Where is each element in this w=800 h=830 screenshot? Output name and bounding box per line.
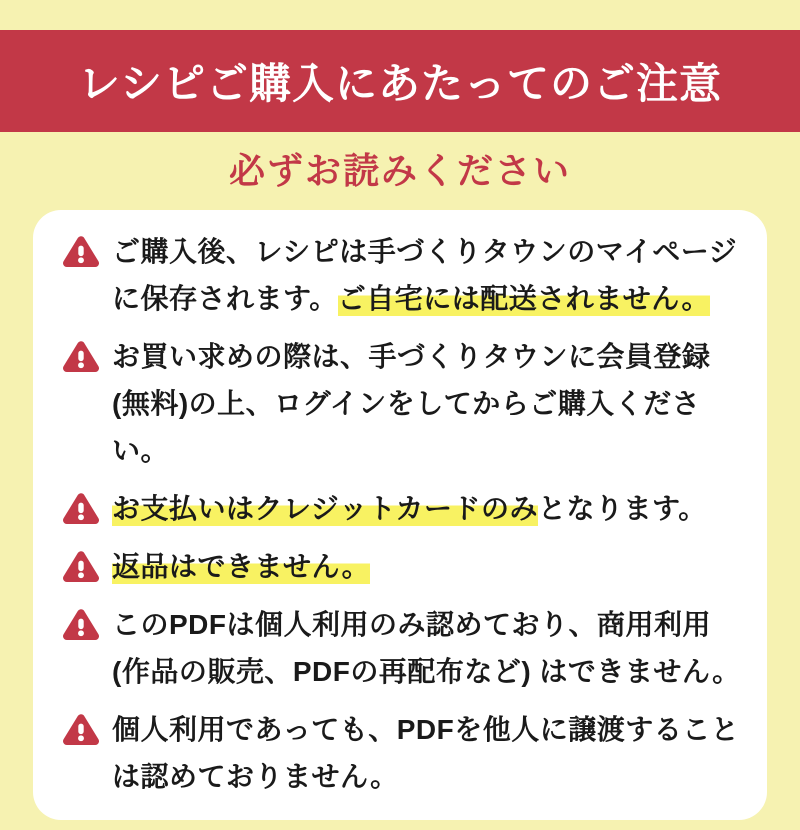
plain-text: となります。 — [537, 493, 707, 524]
warning-icon — [63, 340, 99, 374]
plain-text: 個人利用であっても、PDFを他人に譲渡すること — [112, 714, 740, 745]
notice-item — [57, 706, 743, 800]
warning-icon — [63, 608, 99, 642]
plain-text: に保存されます。 — [112, 283, 338, 314]
notice-text — [112, 228, 737, 322]
notice-text — [112, 601, 741, 695]
notice-item — [57, 485, 743, 532]
highlighted-text: お支払いはクレジットカードのみ — [112, 493, 538, 524]
notice-item — [57, 543, 743, 590]
warning-icon — [63, 492, 99, 526]
warning-icon — [63, 550, 99, 584]
subtitle-text: 必ずお読みください — [228, 150, 571, 191]
page-title: レシピご購入にあたってのご注意 — [78, 60, 722, 107]
notice-text — [112, 485, 707, 532]
notice-item — [57, 228, 743, 322]
highlighted-text: 返品はできません。 — [112, 551, 371, 582]
plain-text: (無料)の上、ログインをしてからご購入ください。 — [112, 388, 701, 466]
header-banner — [0, 30, 800, 132]
plain-text: お買い求めの際は、手づくりタウンに会員登録 — [112, 341, 711, 372]
notice-item — [57, 601, 743, 695]
notice-text — [112, 333, 743, 474]
plain-text: このPDFは個人利用のみ認めており、商用利用 — [112, 609, 712, 640]
notice-text — [112, 706, 739, 800]
warning-icon — [63, 235, 99, 269]
notice-item — [57, 333, 743, 474]
plain-text: (作品の販売、PDFの再配布など) はできません。 — [112, 656, 741, 687]
plain-text: は認めておりません。 — [112, 761, 399, 792]
notice-poster — [0, 30, 800, 830]
highlighted-text: ご自宅には配送されません。 — [337, 283, 710, 314]
notice-text — [112, 543, 370, 590]
notice-card — [33, 210, 767, 820]
plain-text: ご購入後、レシピは手づくりタウンのマイページ — [112, 236, 738, 267]
warning-icon — [63, 713, 99, 747]
notice-list — [57, 228, 743, 800]
